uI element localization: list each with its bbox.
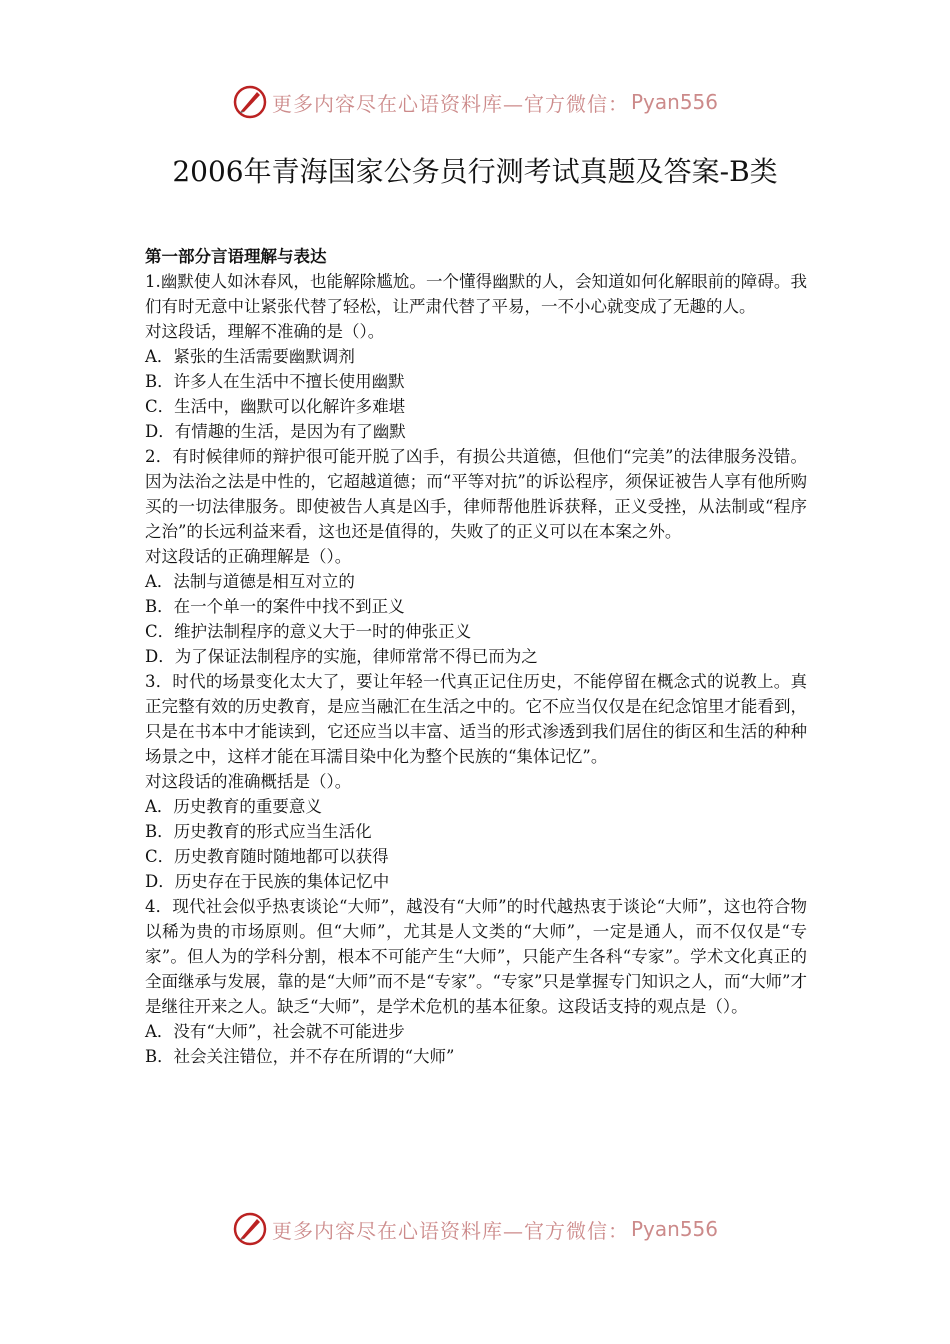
answer-option: A．紧张的生活需要幽默调剂 [145, 347, 355, 366]
answer-option: B．许多人在生活中不擅长使用幽默 [145, 372, 405, 391]
answer-option: D．有情趣的生活，是因为有了幽默 [145, 422, 406, 441]
answer-option: C．历史教育随时随地都可以获得 [145, 847, 389, 866]
answer-option: D．为了保证法制程序的实施，律师常常不得已而为之 [145, 647, 538, 666]
answer-option: A．法制与道德是相互对立的 [145, 572, 355, 591]
answer-option: B．历史教育的形式应当生活化 [145, 822, 372, 841]
answer-option: D．历史存在于民族的集体记忆中 [145, 872, 390, 891]
answer-option: A．没有“大师”，社会就不可能进步 [145, 1022, 405, 1041]
watermark-handle: Pyan556 [630, 90, 718, 114]
answer-option: C．生活中，幽默可以化解许多难堪 [145, 397, 406, 416]
watermark-handle: Pyan556 [630, 1217, 718, 1241]
question-prompt: 对这段话，理解不准确的是（）。 [145, 322, 385, 341]
paragraph: 2．有时候律师的辩护很可能开脱了凶手，有损公共道德，但他们“完美”的法律服务没错。因为法治之法是中性的，它超越道德；而“平等对抗”的诉讼程序，须保证被告人享有他所购买的一切法律服务。即使被告人真是凶手，律师帮他胜诉获释，正义受挫，从法制或“程序之治”的长远利益来看，这也还是值得的，失败了的正义可以在本案之外。 [145, 447, 807, 541]
paragraph: 3．时代的场景变化太大了，要让年轻一代真正记住历史，不能停留在概念式的说教上。真正完整有效的历史教育，是应当融汇在生活之中的。它不应当仅仅是在纪念馆里才能看到，只是在书本中才能读到，它还应当以丰富、适当的形式渗透到我们居住的街区和生活的种种场景之中，这样才能在耳濡目染中化为整个民族的“集体记忆”。 [145, 672, 807, 766]
answer-option: A．历史教育的重要意义 [145, 797, 322, 816]
paragraph: 4．现代社会似乎热衷谈论“大师”，越没有“大师”的时代越热衷于谈论“大师”，这也符合物以稀为贵的市场原则。但“大师”，尤其是人文类的“大师”，一定是通人，而不仅仅是“专家”。但人为的学科分割，根本不可能产生“大师”，只能产生各科“专家”。学术文化真正的全面继承与发展，靠的是“大师”而不是“专家”。“专家”只是掌握专门知识之人，而“大师”才是继往开来之人。缺乏“大师”，是学术危机的基本征象。这段话支持的观点是（）。 [145, 897, 807, 1016]
document-title: 2006年青海国家公务员行测考试真题及答案-B类 [172, 155, 778, 188]
paragraph: 1.幽默使人如沐春风，也能解除尴尬。一个懂得幽默的人，会知道如何化解眼前的障碍。我们有时无意中让紧张代替了轻松，让严肃代替了平易，一不小心就变成了无趣的人。 [145, 272, 807, 316]
document-body [145, 244, 807, 1069]
quill-pen-icon [232, 84, 268, 120]
header-watermark [0, 82, 950, 122]
question-prompt: 对这段话的准确概括是（）。 [145, 772, 352, 791]
watermark-text: 更多内容尽在心语资料库—官方微信： [271, 1218, 629, 1243]
footer-watermark [0, 1209, 950, 1249]
question-prompt: 对这段话的正确理解是（）。 [145, 547, 352, 566]
watermark-text: 更多内容尽在心语资料库—官方微信： [271, 91, 629, 116]
answer-option: C．维护法制程序的意义大于一时的伸张正义 [145, 622, 472, 641]
answer-option: B．在一个单一的案件中找不到正义 [145, 597, 405, 616]
section-heading: 第一部分言语理解与表达 [145, 247, 327, 266]
quill-pen-icon [232, 1211, 268, 1247]
answer-option: B．社会关注错位，并不存在所谓的“大师” [145, 1047, 455, 1066]
